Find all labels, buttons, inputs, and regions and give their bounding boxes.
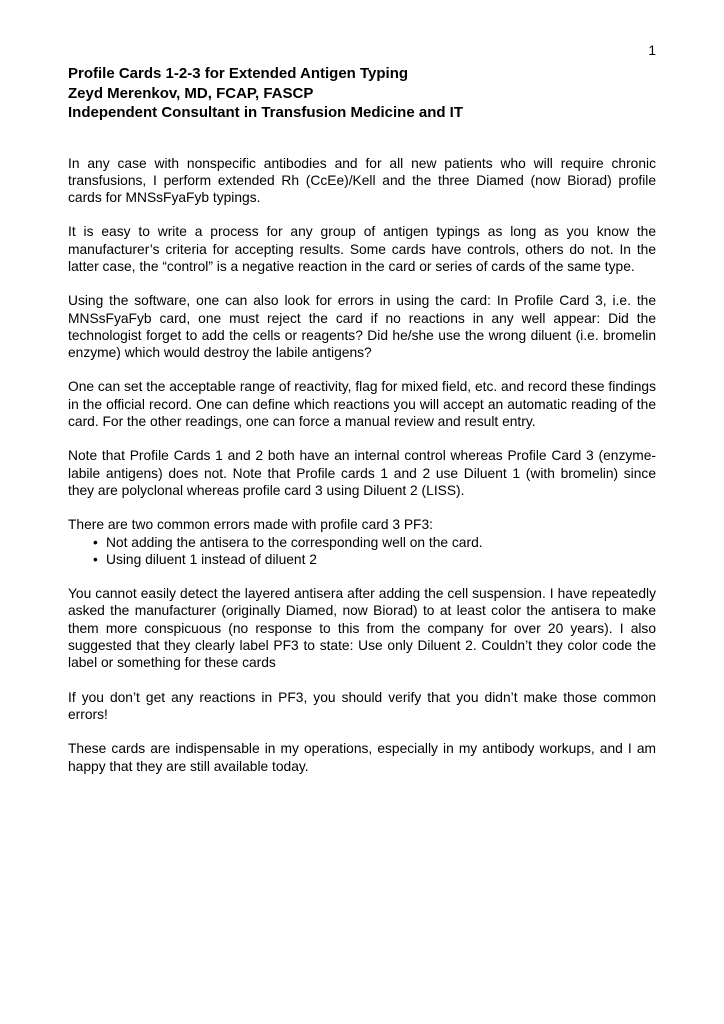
- bullet-icon: •: [93, 534, 98, 550]
- document-content: [68, 34, 656, 775]
- list-item: [68, 534, 656, 551]
- affiliation-line: Independent Consultant in Transfusion Medicine and IT: [68, 104, 464, 121]
- common-errors-list: [68, 534, 656, 569]
- author-line: Zeyd Merenkov, MD, FCAP, FASCP: [68, 84, 314, 102]
- paragraph-write-a-process: It is easy to write a process for any group of antigen typings as long as you know the manufacturer’s criteria for accepting results. Some cards have controls, others do not. In the latter case, the “control” is a negative reaction in the card or series of cards of the same type.: [68, 224, 656, 274]
- paragraph-layered-antisera: You cannot easily detect the layered antisera after adding the cell suspension. I have repeatedly asked the manufacturer (originally Diamed, now Biorad) to at least color the antisera to make them more conspicuous (no response to this from the company for over 20 years). I also suggested that they clearly label PF3 to state: Use only Diluent 2. Couldn’t they color code the label or something for these cards: [68, 586, 656, 671]
- paragraph-using-the-software: Using the software, one can also look for errors in using the card: In Profile Card 3, i.e. the MNSsFyaFyb card, one must reject the card if no reactions in any well appear: Did the technologist forget to add the cells or reagents? Did he/she use the wrong diluent (i.e. bromelin enzyme) which would destroy the labile antigens?: [68, 293, 656, 361]
- bullet-icon: •: [93, 551, 98, 567]
- paragraph-verify-errors: If you don’t get any reactions in PF3, you should verify that you didn’t make those common errors!: [68, 689, 656, 722]
- document-title: Profile Cards 1-2-3 for Extended Antigen Typing: [68, 65, 409, 82]
- list-item-text: Using diluent 1 instead of diluent 2: [106, 551, 317, 567]
- page-number: 1: [648, 43, 656, 58]
- list-item: [68, 551, 656, 568]
- paragraph-indispensable-cards: These cards are indispensable in my operations, especially in my antibody workups, and I am happy that they are still available today.: [68, 741, 656, 774]
- list-item-text: Not adding the antisera to the corresponding well on the card.: [106, 534, 483, 550]
- paragraph-nonspecific-antibodies: In any case with nonspecific antibodies and for all new patients who will require chronic transfusions, I perform extended Rh (CcEe)/Kell and the three Diamed (now Biorad) profile cards for MNSsFyaFyb typings.: [68, 155, 656, 206]
- paragraph-internal-control: Note that Profile Cards 1 and 2 both have an internal control whereas Profile Card 3 (enzyme-labile antigens) does not. Note that Profile cards 1 and 2 use Diluent 1 (with bromelin) since they are polyclonal whereas profile card 3 using Diluent 2 (LISS).: [68, 448, 656, 498]
- paragraph-acceptable-range: One can set the acceptable range of reactivity, flag for mixed field, etc. and record these findings in the official record. One can define which reactions you will accept an automatic reading of the card. For the other readings, one can force a manual review and result entry.: [68, 379, 656, 430]
- list-intro: There are two common errors made with profile card 3 PF3:: [68, 517, 433, 533]
- document-header: [68, 64, 656, 123]
